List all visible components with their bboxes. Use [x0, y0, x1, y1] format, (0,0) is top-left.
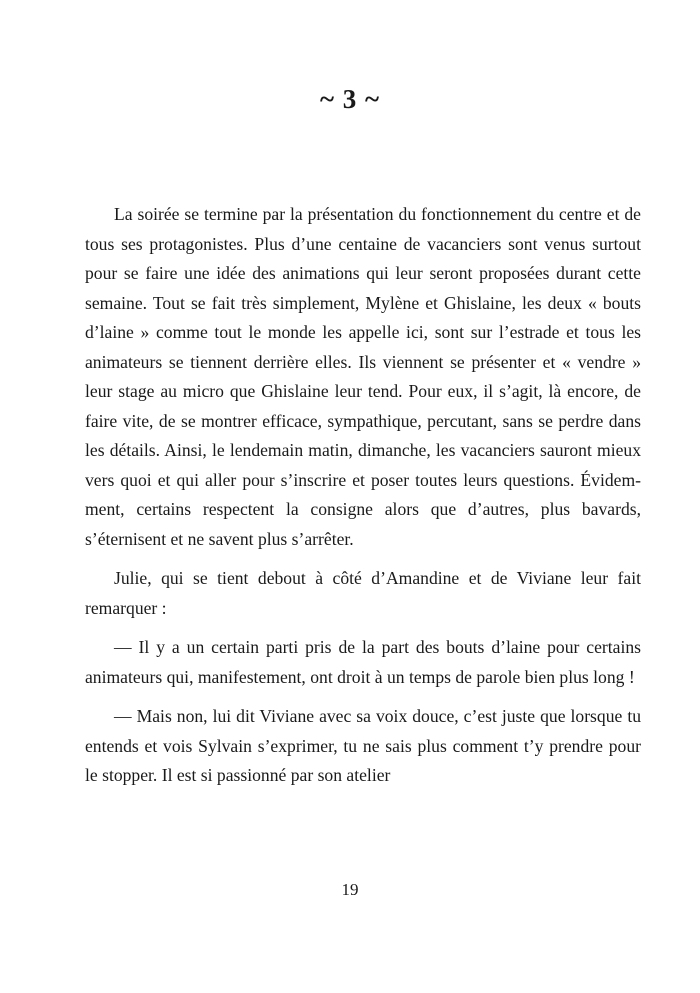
paragraph-1: La soirée se termine par la présentation du fonctionnement du centre et de tous ses protagonistes. Plus d’une centaine de vacanciers sont venus surtout pour se faire une idée des animations qui leur seront proposées durant cette semaine. Tout se fait très simplement, Mylène et Ghislaine, les deux « bouts d’laine » comme tout le monde les appelle ici, sont sur l’estrade et tous les animateurs se tiennent derrière elles. Ils viennent se présenter et « vendre » leur stage au micro que Ghislaine leur tend. Pour eux, il s’agit, là encore, de faire vite, de se montrer efficace, sympathique, percutant, sans se perdre dans les détails. Ainsi, le lendemain matin, dimanche, les vacanciers sauront mieux vers quoi et qui aller pour s’inscrire et poser toutes leurs questions. Évidemment, certains respectent la consigne alors que d’autres, plus bavards, s’éternisent et ne savent plus s’arrêter. — [85, 204, 641, 549]
text-body — [85, 200, 641, 791]
paragraph-3: — Il y a un certain parti pris de la part des bouts d’laine pour certains animateurs qui, manifestement, ont droit à un temps de parole bien plus long ! — [85, 637, 641, 687]
paragraph-2: Julie, qui se tient debout à côté d’Amandine et de Viviane leur fait remarquer : — [85, 568, 641, 618]
page-number: 19 — [341, 880, 359, 899]
paragraph-4: — Mais non, lui dit Viviane avec sa voix douce, c’est juste que lorsque tu entends et vois Sylvain s’exprimer, tu ne sais plus comment t’y prendre pour le stopper. Il est si passionné par son atelier — [85, 706, 641, 785]
chapter-heading: ~ 3 ~ — [319, 84, 381, 114]
